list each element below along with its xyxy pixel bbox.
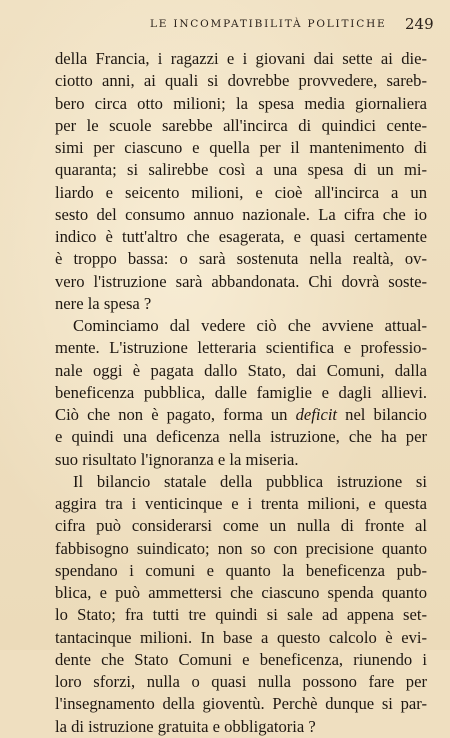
text-line: Cominciamo dal vedere ciò che avviene attual- [73, 316, 427, 335]
text-line: sesto del consumo annuo nazionale. La cifra che io [55, 204, 427, 224]
text-line-with-italic [55, 404, 427, 426]
page-number: 249 [405, 15, 434, 33]
text-line: aggira tra i venticinque e i trenta milioni, e questa [55, 494, 427, 513]
text-line: è troppo bassa: o sarà sostenuta nella realtà, ov- [55, 249, 427, 269]
text-line: l'insegnamento della gioventù. Perchè dunque si par- [55, 694, 427, 714]
text-line: suo risultato l'ignoranza e la miseria. [55, 449, 299, 469]
italic-term: deficit [295, 405, 338, 424]
text-line: beneficenza pubblica, dalle famiglie e dagli allievi. [55, 382, 427, 402]
text-line: simi per ciascuno e quella per il mantenimento di [55, 138, 427, 157]
text-line: la di istruzione gratuita e obbligatoria ? [55, 716, 316, 736]
text-line: e quindi una deficenza nella istruzione, che ha per [55, 427, 427, 447]
text-line: fabbisogno suindicato; non so con precisione quanto [55, 538, 427, 558]
running-title: LE INCOMPATIBILITÀ POLITICHE [150, 18, 387, 30]
text-line: Il bilancio statale della pubblica istruzione si [73, 471, 427, 491]
text-line: vero l'istruzione sarà abbandonata. Chi dovrà soste- [55, 271, 427, 291]
text-line: cifra può considerarsi come un nulla di fronte al [55, 516, 427, 536]
text-line: dente che Stato Comuni e beneficenza, riunendo i [55, 649, 427, 669]
text-line: quaranta; si salirebbe così a una spesa di un mi- [55, 160, 427, 180]
body-text [55, 48, 427, 738]
text-line: ciotto anni, ai quali si dovrebbe provvedere, sareb- [55, 71, 427, 91]
text-line: liardo e seicento milioni, e cioè all'incirca a un [55, 182, 427, 202]
text-line: tantacinque milioni. In base a questo calcolo è evi- [55, 627, 427, 647]
paragraph-1 [55, 48, 427, 315]
text-line: blica, e può ammettersi che ciascuno spenda quanto [55, 583, 427, 602]
paragraph-3 [55, 471, 427, 738]
text-line: indico è tutt'altro che esagerata, e quasi certamente [55, 227, 427, 246]
text-line: loro sforzi, nulla o quasi nulla possono fare per [55, 672, 427, 691]
text-line: bero circa otto milioni; la spesa media giornaliera [55, 93, 427, 113]
text-line: spendano i comuni e quanto la beneficenza pub- [55, 560, 427, 580]
text-line: nale oggi è pagata dallo Stato, dai Comuni, dalla [55, 360, 427, 380]
text-line: della Francia, i ragazzi e i giovani dai sette ai die- [55, 49, 427, 68]
page-header [0, 14, 450, 34]
text-segment: nel bilancio [337, 405, 427, 424]
text-line: per le scuole sarebbe all'incirca di quindici cente- [55, 115, 427, 135]
text-line: mente. L'istruzione letteraria scientifica e professio- [55, 338, 427, 358]
text-line: lo Stato; fra tutti tre quindi si sale ad appena set- [55, 605, 427, 625]
text-line: nere la spesa ? [55, 293, 152, 313]
paragraph-2 [55, 315, 427, 471]
text-segment: Ciò che non è pagato, forma un [55, 405, 296, 424]
